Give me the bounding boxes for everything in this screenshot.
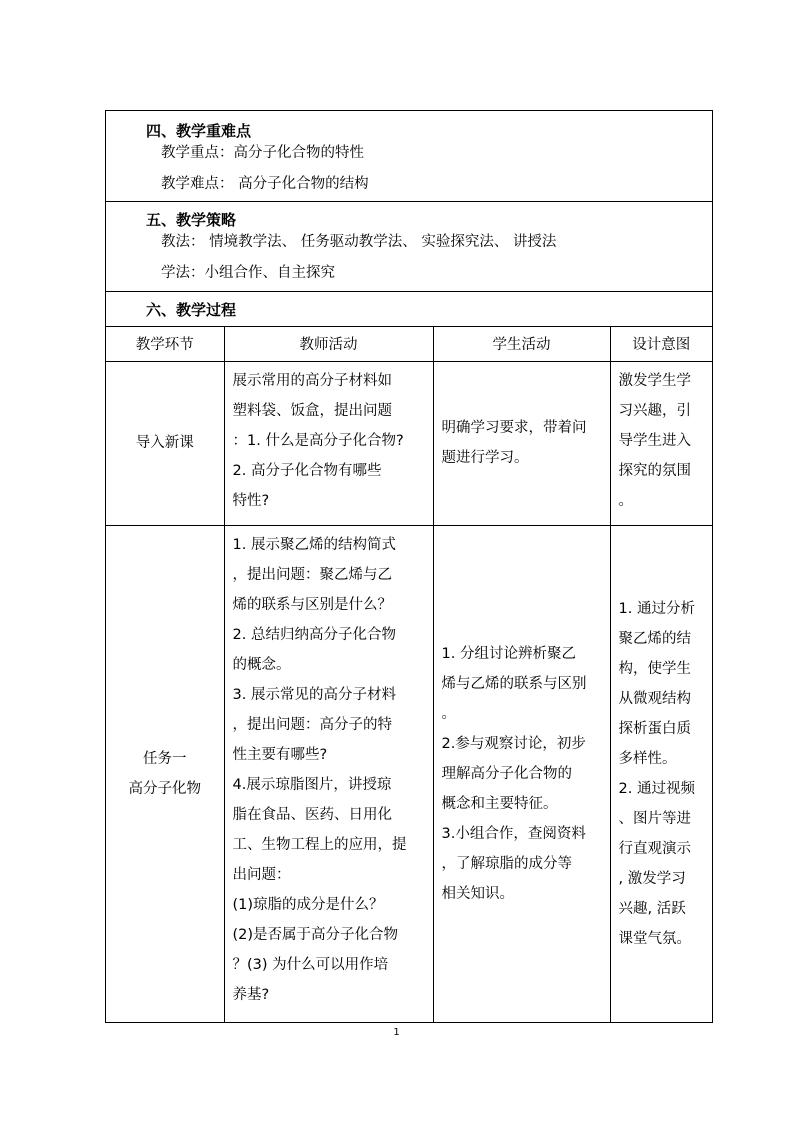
teacher-line: 的概念。 <box>232 656 291 673</box>
learning-method-line: 学法：小组合作、自主探究 <box>161 265 335 281</box>
teacher-activity-cell <box>224 525 433 1022</box>
stage-line: 高分子化物 <box>128 780 201 797</box>
intent-line: 。 <box>618 492 633 509</box>
teacher-line: 特性? <box>232 492 270 509</box>
student-line: ，了解琼脂的成分等 <box>441 855 572 872</box>
intent-line: 导学生进入 <box>618 432 691 449</box>
teacher-line: (1)琼脂的成分是什么？ <box>232 896 384 913</box>
teaching-method-line: 教法： 情境教学法、 任务驱动教学法、 实验探究法、 讲授法 <box>161 234 557 250</box>
intent-line: 兴趣, 活跃 <box>618 900 686 917</box>
intent-line: 构，使学生 <box>618 660 691 677</box>
student-line: 理解高分子化合物的 <box>441 765 572 782</box>
teacher-line: ？(3) 为什么可以用作培 <box>232 956 389 973</box>
student-line: 。 <box>441 705 456 722</box>
section-key-difficult-points <box>106 111 712 202</box>
teacher-line: 2. 总结归纳高分子化合物 <box>232 626 396 643</box>
student-line: 相关知识。 <box>441 885 514 902</box>
section-title: 六、教学过程 <box>146 301 237 319</box>
student-line: 2.参与观察讨论，初步 <box>441 735 586 752</box>
stage-line: 导入新课 <box>135 435 194 451</box>
teacher-line: 烯的联系与区别是什么？ <box>232 596 392 613</box>
table-row <box>106 525 712 1022</box>
stage-cell <box>106 361 224 525</box>
teacher-line: 工、生物工程上的应用，提 <box>232 836 407 853</box>
teacher-line: 3. 展示常见的高分子材料 <box>232 686 396 703</box>
teacher-line: 脂在食品、医药、日用化 <box>232 806 392 823</box>
teacher-line: 4.展示琼脂图片，讲授琼 <box>232 776 392 793</box>
student-line: 题进行学习。 <box>441 450 529 466</box>
intent-line: 多样性。 <box>618 750 677 767</box>
teacher-line: (2)是否属于高分子化合物 <box>232 926 399 943</box>
teacher-line: 塑料袋、饭盒，提出问题 <box>232 402 392 419</box>
student-activity-cell <box>433 361 610 525</box>
intent-line: 从微观结构 <box>618 690 691 707</box>
teacher-line: 出问题： <box>232 866 291 883</box>
key-point-line: 教学重点：高分子化合物的特性 <box>161 145 364 161</box>
design-intent-cell <box>610 361 712 525</box>
intent-line: 、图片等进 <box>618 810 691 827</box>
teacher-line: ：1. 什么是高分子化合物? <box>232 432 404 449</box>
intent-line: 1. 通过分析 <box>618 600 695 617</box>
teacher-line: 展示常用的高分子材料如 <box>232 372 392 389</box>
intent-line: 探究的氛围 <box>618 462 691 479</box>
header-student-activity: 学生活动 <box>433 327 610 361</box>
teacher-line: ，提出问题：聚乙烯与乙 <box>232 566 392 583</box>
section-title: 五、教学策略 <box>146 211 237 229</box>
intent-line: 习兴趣，引 <box>618 402 691 419</box>
table-row <box>106 361 712 525</box>
stage-line: 任务一 <box>143 750 187 767</box>
teacher-line: ，提出问题：高分子的特 <box>232 716 392 733</box>
section-teaching-process <box>106 292 712 327</box>
section-title: 四、教学重难点 <box>146 122 252 140</box>
intent-line: 2. 通过视频 <box>618 780 695 797</box>
student-line: 3.小组合作，查阅资料 <box>441 825 586 842</box>
intent-line: 激发学生学 <box>618 372 691 389</box>
stage-cell <box>106 525 224 1022</box>
design-intent-cell <box>610 525 712 1022</box>
header-teacher-activity: 教师活动 <box>224 327 433 361</box>
student-line: 概念和主要特征。 <box>441 795 558 812</box>
lesson-plan-frame <box>105 110 713 1023</box>
header-stage: 教学环节 <box>106 327 224 361</box>
teacher-line: 2. 高分子化合物有哪些 <box>232 462 382 479</box>
student-line: 1. 分组讨论辨析聚乙 <box>441 645 576 662</box>
teacher-line: 性主要有哪些? <box>232 746 328 763</box>
intent-line: 探析蛋白质 <box>618 720 691 737</box>
student-line: 烯与乙烯的联系与区别 <box>441 675 587 692</box>
process-table <box>106 327 712 1022</box>
teacher-line: 养基? <box>232 986 270 1003</box>
section-teaching-strategy <box>106 202 712 292</box>
teacher-activity-cell <box>224 361 433 525</box>
student-activity-cell <box>433 525 610 1022</box>
page-number: 1 <box>393 1027 400 1038</box>
teacher-line: 1. 展示聚乙烯的结构简式 <box>232 536 396 553</box>
table-header-row <box>106 327 712 361</box>
student-line: 明确学习要求，带着问 <box>441 420 587 436</box>
intent-line: 行直观演示 <box>618 840 691 857</box>
difficult-point-line: 教学难点： 高分子化合物的结构 <box>161 176 369 192</box>
intent-line: 聚乙烯的结 <box>618 630 691 647</box>
header-design-intent: 设计意图 <box>610 327 712 361</box>
intent-line: , 激发学习 <box>618 870 686 887</box>
intent-line: 课堂气氛。 <box>618 930 691 947</box>
